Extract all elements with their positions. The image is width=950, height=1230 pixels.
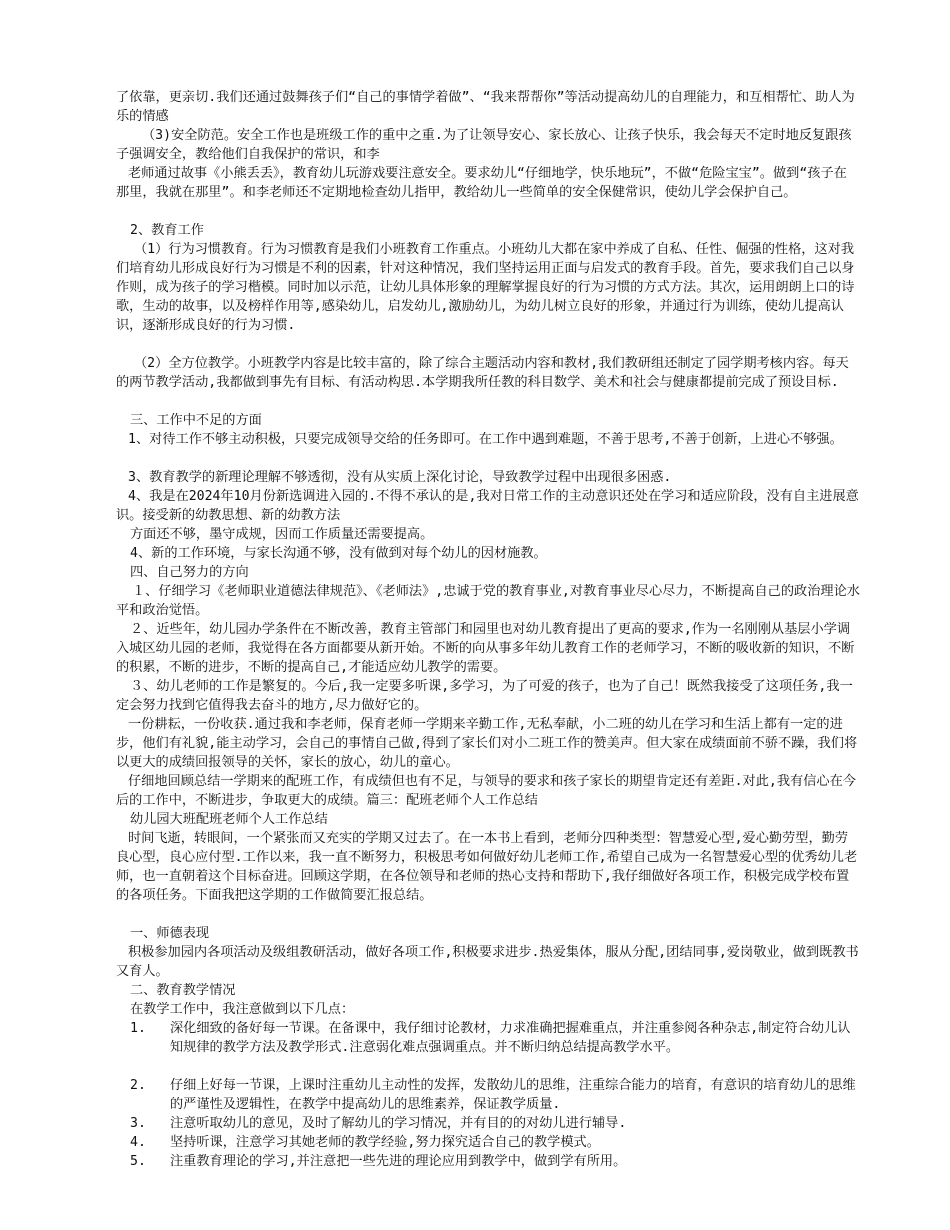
list-item-number: 4. — [130, 1135, 146, 1150]
heading-direction: 四、自己努力的方向 — [130, 565, 249, 580]
paragraph-all-round-teaching: （2）全方位教学。小班教学内容是比较丰富的，除了综合主题活动内容和教材,我们教研组还制定了园学期考核内容。每天的两节教学活动,我都做到事先有目标、有活动构思.本学期我所任教的科目数学、美术和社会与健康都提前完成了预设目标. — [116, 356, 849, 390]
paragraph-teaching-intro: 在教学工作中，我注意做到以下几点： — [130, 1002, 355, 1017]
paragraph-direction-1: １、仔细学习《老师职业道德法律规范》、《老师法》,忠诚于党的教育事业,对教育事业尽心尽力，不断提高自己的政治理论水平和政治觉悟。 — [116, 584, 860, 618]
paragraph-direction-3: ３、幼儿老师的工作是繁复的。今后,我一定要多听课,多学习，为了可爱的孩子，也为了自己！既然我接受了这项任务,我一定会努力找到它值得我去奋斗的地方,尽力做好它的。 — [116, 679, 853, 713]
paragraph-shortcoming-4: 4、我是在2024年10月份新选调进入园的.不得不承认的是,我对日常工作的主动意识还处在学习和适应阶段，没有自主进展意识。接受新的幼教思想、新的幼教方法 — [116, 489, 859, 523]
list-item: 注意听取幼儿的意见，及时了解幼儿的学习情况，并有目的的对幼儿进行辅导. — [170, 1116, 627, 1131]
paragraph-harvest: 一份耕耘，一份收获.通过我和李老师，保育老师一学期来辛勤工作,无私奉献，小二班的幼儿在学习和生活上都有一定的进步，他们有礼貌,能主动学习，会自己的事情自己做,得到了家长们对小二班工作的赞美声。但大家在成绩面前不骄不躁，我们将以更大的成绩回报领导的关怀，家长的放心，幼儿的童心。 — [116, 717, 858, 770]
list-item-number: 5. — [130, 1154, 146, 1169]
list-item: 深化细致的备好每一节课。在备课中，我仔细讨论教材，力求准确把握难重点，并注重参阅各种杂志,制定符合幼儿认知规律的教学方法及教学形式.注意弱化难点强调重点。并不断归纳总结提高教学水平。 — [170, 1021, 851, 1055]
paragraph-behavior-habits: （1）行为习惯教育。行为习惯教育是我们小班教育工作重点。小班幼儿大都在家中养成了自私、任性、倔强的性格，这对我们培育幼儿形成良好行为习惯是不利的因素，针对这种情况，我们坚持运用正面与启发式的教育手段。首先，要求我们自己以身作则，成为孩子的学习楷模。同时加以示范，让幼儿具体形象的理解掌握良好的行为习惯的方式方法。其次，运用朗朗上口的诗歌，生动的故事，以及榜样作用等,感染幼儿，启发幼儿,激励幼儿，为幼儿树立良好的形象，并通过行为训练，使幼儿提高认识，逐渐形成良好的行为习惯. — [116, 242, 855, 333]
paragraph-shortcoming-1: 1、对待工作不够主动积极，只要完成领导交给的任务即可。在工作中遇到难题，不善于思考,不善于创新，上进心不够强。 — [128, 432, 843, 447]
paragraph-time-flies: 时间飞逝，转眼间，一个紧张而又充实的学期又过去了。在一本书上看到，老师分四种类型：智慧爱心型,爱心勤劳型，勤劳良心型，良心应付型.工作以来，我一直不断努力，积极思考如何做好幼儿老师工作,希望自己成为一名智慧爱心型的优秀幼儿老师，也一直朝着这个目标奋进。回顾这学期，在各位领导和老师的热心支持和帮助下,我仔细做好各项工作，积极完成学校布置的各项任务。下面我把这学期的工作做简要汇报总结。 — [116, 831, 858, 903]
heading-shortcomings: 三、工作中不足的方面 — [130, 413, 262, 428]
paragraph-self-care: 了依靠，更亲切.我们还通过鼓舞孩子们“自己的事情学着做”、“我来帮帮你”等活动提高幼儿的自理能力，和互相帮忙、助人为乐的情感 — [116, 90, 855, 124]
list-item-number: 3. — [130, 1116, 146, 1131]
paragraph-shortcoming-4-cont: 方面还不够，墨守成规，因而工作质量还需要提高。 — [130, 527, 434, 542]
list-item: 仔细上好每一节课，上课时注重幼儿主动性的发挥，发散幼儿的思维，注重综合能力的培育，有意识的培育幼儿的思维的严谨性及逻辑性，在教学中提高幼儿的思维素养，保证教学质量. — [170, 1078, 856, 1112]
paragraph-direction-2: ２、近些年，幼儿园办学条件在不断改善，教育主管部门和园里也对幼儿教育提出了更高的要求,作为一名刚刚从基层小学调入城区幼儿园的老师，我觉得在各方面都要从新开始。不断的向从事多年幼儿教育工作的老师学习，不断的吸收新的知识，不断的积累，不断的进步，不断的提高自己,才能适应幼儿教学的需要。 — [116, 622, 855, 675]
paragraph-ethics: 积极参加园内各项活动及级组教研活动，做好各项工作,积极要求进步.热爱集体，服从分配,团结同事,爱岗敬业，做到既教书又育人。 — [116, 945, 859, 979]
paragraph-shortcoming-3: 3、教育教学的新理论理解不够透彻，没有从实质上深化讨论，导致教学过程中出现很多困惑. — [128, 470, 672, 485]
list-item-number: 1. — [130, 1021, 146, 1036]
paragraph-safety: （3)安全防范。安全工作也是班级工作的重中之重.为了让领导安心、家长放心、让孩子快乐，我会每天不定时地反复跟孩子强调安全，教给他们自我保护的常识，和李 — [116, 128, 852, 162]
paragraph-review: 仔细地回顾总结一学期来的配班工作，有成绩但也有不足，与领导的要求和孩子家长的期望肯定还有差距.对此,我有信心在今后的工作中，不断进步，争取更大的成绩。篇三：配班老师个人工作总结 — [116, 774, 856, 808]
list-item: 注重教育理论的学习,并注意把一些先进的理论应用到教学中，做到学有所用。 — [170, 1154, 627, 1169]
heading-ethics: 一、师德表现 — [130, 926, 210, 941]
paragraph-safety-story: 老师通过故事《小熊丢丢》，教育幼儿玩游戏要注意安全。要求幼儿“仔细地学，快乐地玩”，不做“危险宝宝”。做到“孩子在那里，我就在那里”。和李老师还不定期地检查幼儿指甲，教给幼儿一些简单的安全保健常识，使幼儿学会保护自己。 — [116, 166, 847, 200]
heading-education-work: 2、教育工作 — [130, 223, 204, 238]
heading-teaching-situation: 二、教育教学情况 — [130, 983, 236, 998]
paragraph-shortcoming-5: 4、新的工作环境，与家长沟通不够，没有做到对每个幼儿的因材施教。 — [130, 546, 547, 561]
title-kindergarten-summary: 幼儿园大班配班老师个人工作总结 — [130, 812, 328, 827]
list-item-number: 2. — [130, 1078, 146, 1093]
list-item: 坚持听课，注意学习其她老师的教学经验,努力探究适合自己的教学模式。 — [170, 1135, 600, 1150]
